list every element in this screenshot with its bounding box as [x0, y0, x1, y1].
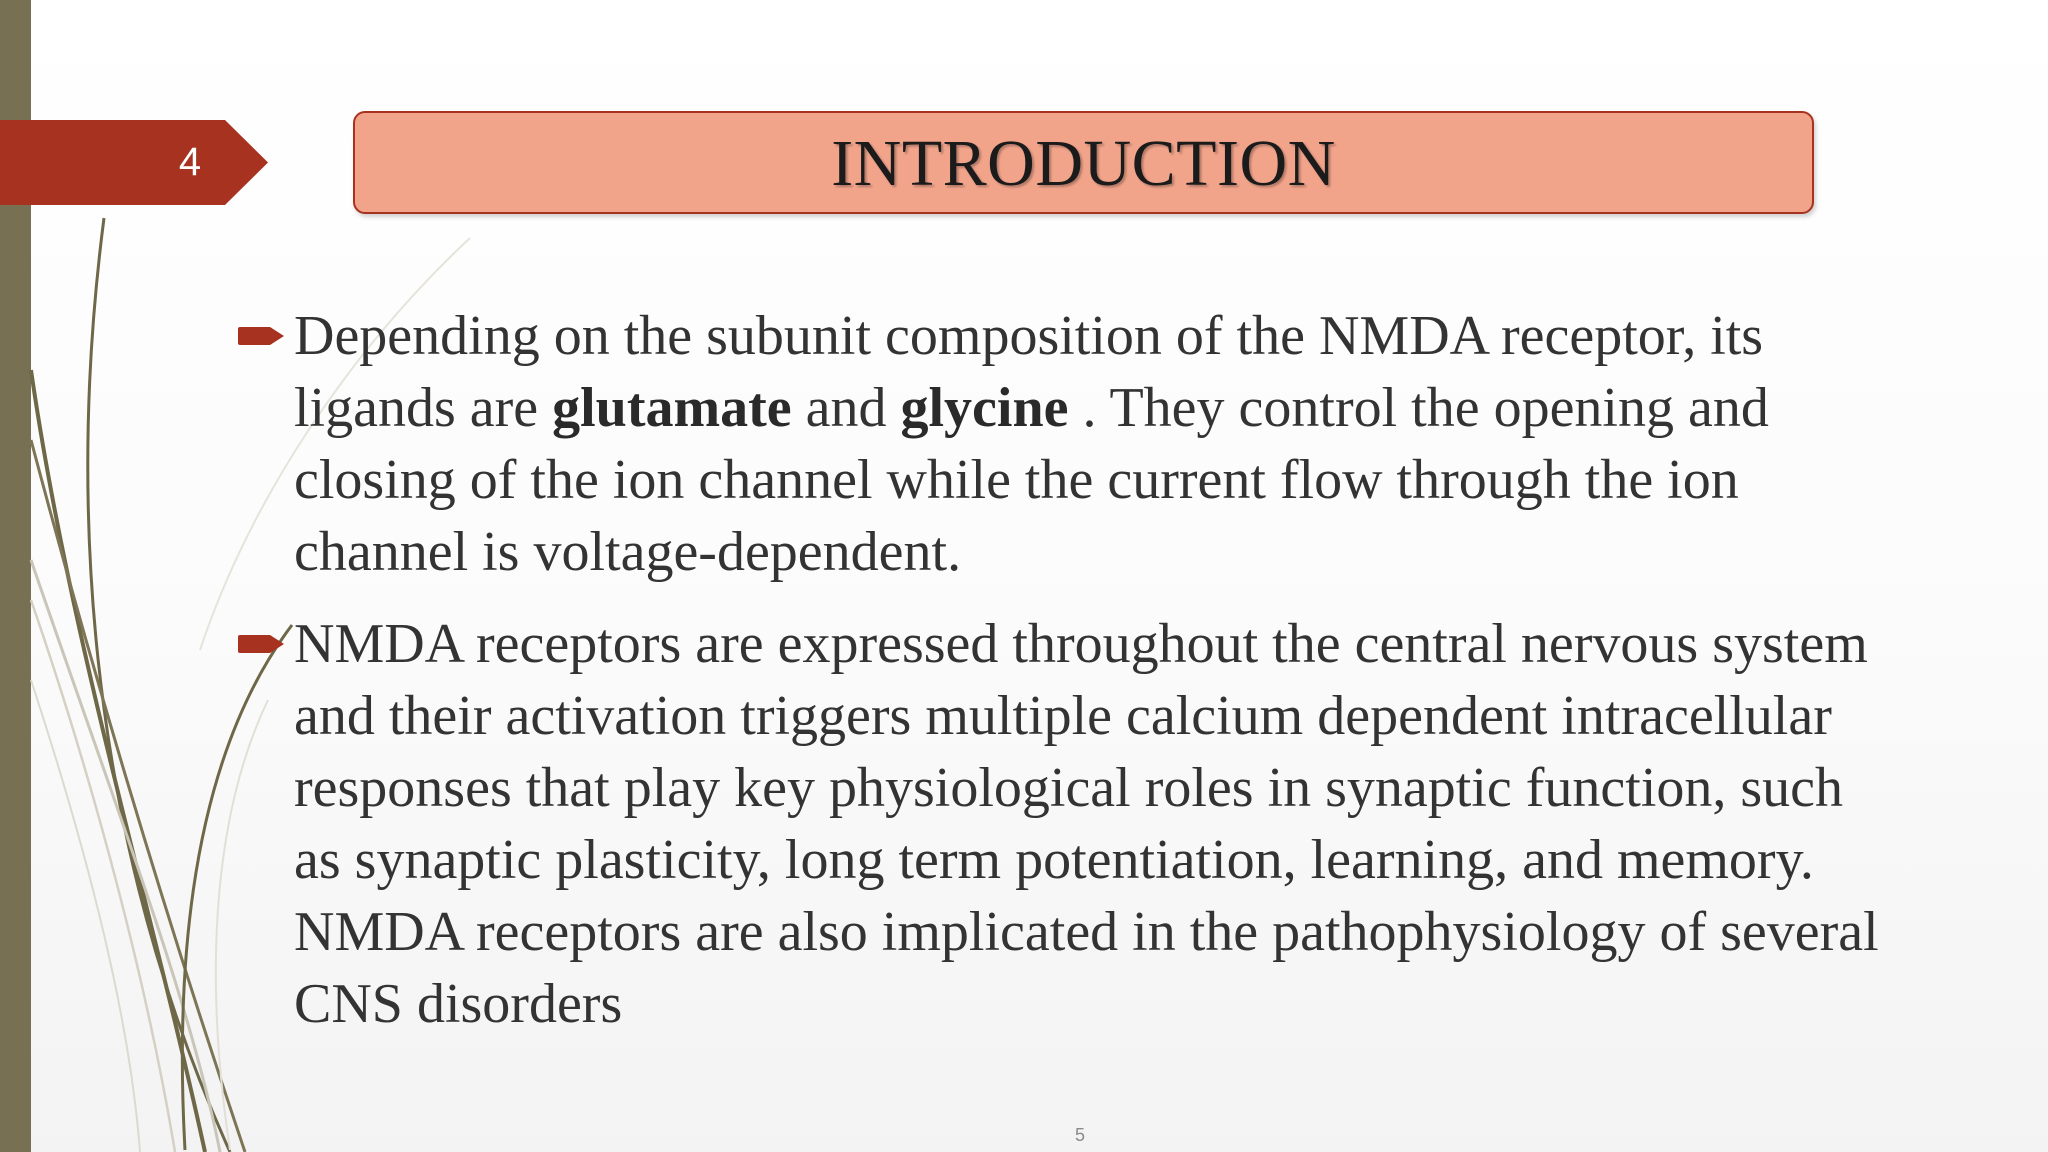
- bullet-list: [238, 300, 1898, 1060]
- bullet-text-segment: Depending on the subunit composition of the NMDA receptor, its ligands are: [294, 305, 1764, 439]
- slide-number-text: 4: [178, 140, 202, 184]
- bullet-text: [294, 305, 1769, 583]
- bullet-text: [294, 613, 1879, 1035]
- arrow-right-bullet-icon: [238, 323, 284, 349]
- slide-number-tag: [0, 120, 268, 205]
- bullet-text-segment: NMDA receptors are expressed throughout the central nervous system and their activation triggers multiple calcium dependent intracellular responses that play key physiological roles in synaptic function, such as synaptic plasticity, long term potentiation, learning, and memory. NMDA receptors are also implicated in the pathophysiology of several CNS disorders: [294, 613, 1879, 1035]
- bold-term-glutamate: glutamate: [552, 377, 792, 439]
- bold-term-glycine: glycine: [900, 377, 1069, 439]
- bullet-text-segment: . They control the opening and closing of the ion channel while the current flow through the ion channel is voltage-dependent.: [294, 377, 1769, 583]
- footer-page-number: 5: [1074, 1125, 1085, 1145]
- bullet-item: [238, 608, 1898, 1040]
- bullet-item: [238, 300, 1898, 588]
- title-banner: [353, 111, 1814, 214]
- arrow-right-bullet-icon: [238, 631, 284, 657]
- bullet-text-segment: and: [791, 377, 901, 439]
- slide-title: INTRODUCTION: [831, 127, 1336, 200]
